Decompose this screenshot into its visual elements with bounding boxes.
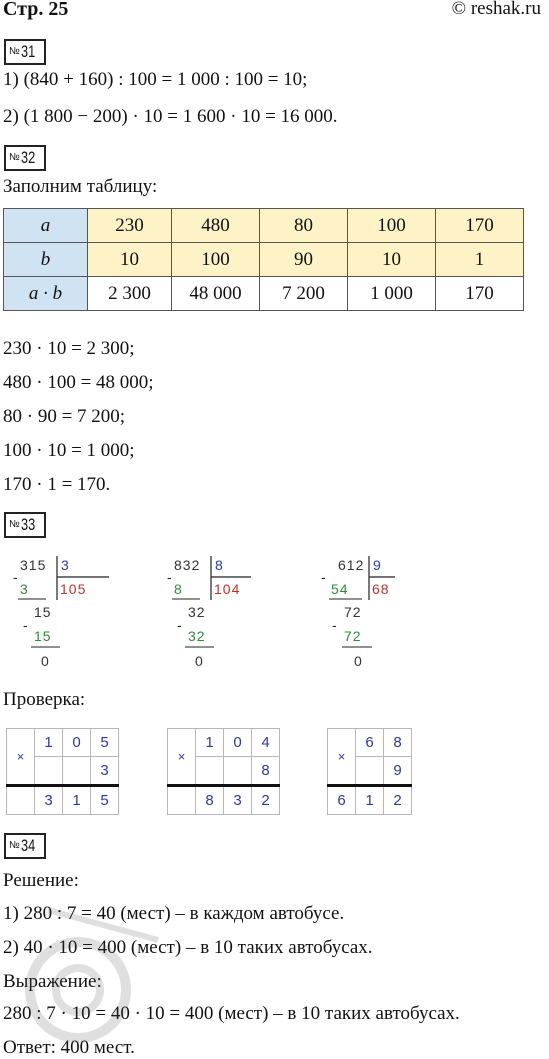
subtrahend-2: 15	[34, 628, 52, 644]
table-cell: 170	[436, 209, 524, 243]
solution-line-2: 2) 40 · 10 = 400 (мест) – в 10 таких автобусах.	[3, 937, 373, 958]
task-32-badge: №32	[4, 145, 46, 171]
minus-sign: -	[321, 569, 327, 585]
table-cell: 480	[172, 209, 260, 243]
subtrahend-1: 54	[331, 581, 349, 597]
digit	[63, 757, 91, 786]
remainder-2: 0	[354, 653, 363, 669]
multiply-sign: ×	[168, 729, 196, 786]
table-cell: 1	[436, 243, 524, 277]
minus-sign: -	[13, 569, 19, 585]
task-34-badge: №34	[4, 833, 46, 859]
digit: 8	[384, 729, 412, 757]
minus-sign: -	[167, 569, 173, 585]
remainder-2: 0	[41, 653, 50, 669]
calc-line-3: 80 · 90 = 7 200;	[3, 406, 126, 427]
table-cell: 230	[88, 209, 172, 243]
digit: 5	[91, 786, 119, 815]
row-label-a: a	[4, 209, 88, 243]
digit	[224, 757, 252, 786]
digit: 5	[91, 729, 119, 757]
minus-sign: -	[23, 617, 29, 633]
digit: 2	[384, 786, 412, 815]
expression-label: Выражение:	[3, 971, 102, 992]
table-cell: 90	[260, 243, 348, 277]
check-multiplication-1	[6, 728, 119, 815]
digit: 3	[35, 786, 63, 815]
task-31-line-2: 2) (1 800 − 200) · 10 = 1 600 · 10 = 16 000.	[3, 106, 338, 127]
digit: 1	[63, 786, 91, 815]
solution-label: Решение:	[3, 870, 79, 891]
table-row	[328, 786, 412, 815]
check-multiplication-3	[327, 728, 412, 815]
check-label: Проверка:	[3, 689, 86, 710]
multiply-sign: ×	[7, 729, 35, 786]
divisor: 3	[61, 557, 70, 573]
remainder-2: 0	[195, 653, 204, 669]
subtrahend-1: 3	[20, 581, 29, 597]
table-cell: 100	[348, 209, 436, 243]
digit: 2	[252, 786, 280, 815]
task-number: 32	[20, 148, 35, 167]
row-label-b: b	[4, 243, 88, 277]
table-cell: 7 200	[260, 277, 348, 311]
task-31-line-1: 1) (840 + 160) : 100 = 1 000 : 100 = 10;	[3, 69, 308, 90]
table-cell: 1 000	[348, 277, 436, 311]
quotient: 105	[60, 581, 87, 597]
task-32-intro: Заполним таблицу:	[3, 176, 158, 197]
table-row	[168, 786, 280, 815]
digit	[356, 757, 384, 786]
calc-line-1: 230 · 10 = 2 300;	[3, 338, 135, 359]
task-33-badge: №33	[4, 512, 46, 538]
solution-line-1: 1) 280 : 7 = 40 (мест) – в каждом автобусе.	[3, 903, 345, 924]
empty-cell	[7, 786, 35, 815]
table-cell: 80	[260, 209, 348, 243]
table-row	[7, 729, 119, 757]
digit	[196, 757, 224, 786]
minus-sign: -	[177, 617, 183, 633]
task-number: 31	[20, 42, 35, 61]
check-multiplication-2	[167, 728, 280, 815]
watermark-logo	[8, 880, 208, 1050]
table-cell: 170	[436, 277, 524, 311]
answer-line: Ответ: 400 мест.	[3, 1037, 135, 1058]
digit: 8	[252, 757, 280, 786]
task-number: 33	[20, 515, 35, 534]
digit: 6	[356, 729, 384, 757]
divisor: 8	[215, 557, 224, 573]
digit: 8	[196, 786, 224, 815]
table-row	[4, 277, 524, 311]
task-number: 34	[20, 836, 35, 855]
table-cell: 10	[88, 243, 172, 277]
site-credit: © reshak.ru	[451, 0, 541, 19]
table-cell: 100	[172, 243, 260, 277]
remainder-1: 32	[188, 604, 206, 620]
digit: 3	[224, 786, 252, 815]
dividend: 315	[20, 557, 47, 573]
subtrahend-2: 72	[344, 628, 362, 644]
long-division-3	[322, 552, 432, 677]
row-label-product: a · b	[4, 277, 88, 311]
table-cell: 10	[348, 243, 436, 277]
calc-line-5: 170 · 1 = 170.	[3, 474, 111, 495]
subtrahend-2: 32	[188, 628, 206, 644]
digit: 3	[91, 757, 119, 786]
digit: 1	[356, 786, 384, 815]
digit: 1	[35, 729, 63, 757]
calc-line-4: 100 · 10 = 1 000;	[3, 440, 135, 461]
empty-cell	[168, 786, 196, 815]
calc-line-2: 480 · 100 = 48 000;	[3, 372, 154, 393]
page-number: Стр. 25	[3, 0, 69, 20]
values-table	[3, 208, 524, 311]
digit: 0	[224, 729, 252, 757]
remainder-1: 15	[34, 604, 52, 620]
multiply-sign: ×	[328, 729, 356, 786]
table-cell: 2 300	[88, 277, 172, 311]
digit	[35, 757, 63, 786]
remainder-1: 72	[344, 604, 362, 620]
divisor: 9	[373, 557, 382, 573]
long-division-1	[14, 552, 124, 677]
table-cell: 48 000	[172, 277, 260, 311]
digit: 6	[328, 786, 356, 815]
subtrahend-1: 8	[174, 581, 183, 597]
dividend: 612	[338, 557, 365, 573]
digit: 0	[63, 729, 91, 757]
digit: 4	[252, 729, 280, 757]
long-division-2	[168, 552, 278, 677]
minus-sign: -	[332, 617, 338, 633]
quotient: 104	[214, 581, 241, 597]
table-row	[168, 729, 280, 757]
task-31-badge: №31	[4, 39, 46, 65]
quotient: 68	[372, 581, 390, 597]
table-row	[4, 243, 524, 277]
dividend: 832	[174, 557, 201, 573]
digit: 1	[196, 729, 224, 757]
expression-line: 280 : 7 · 10 = 40 · 10 = 400 (мест) – в 10 таких автобусах.	[3, 1003, 460, 1024]
table-row	[4, 209, 524, 243]
digit: 9	[384, 757, 412, 786]
table-row	[328, 729, 412, 757]
table-row	[7, 786, 119, 815]
